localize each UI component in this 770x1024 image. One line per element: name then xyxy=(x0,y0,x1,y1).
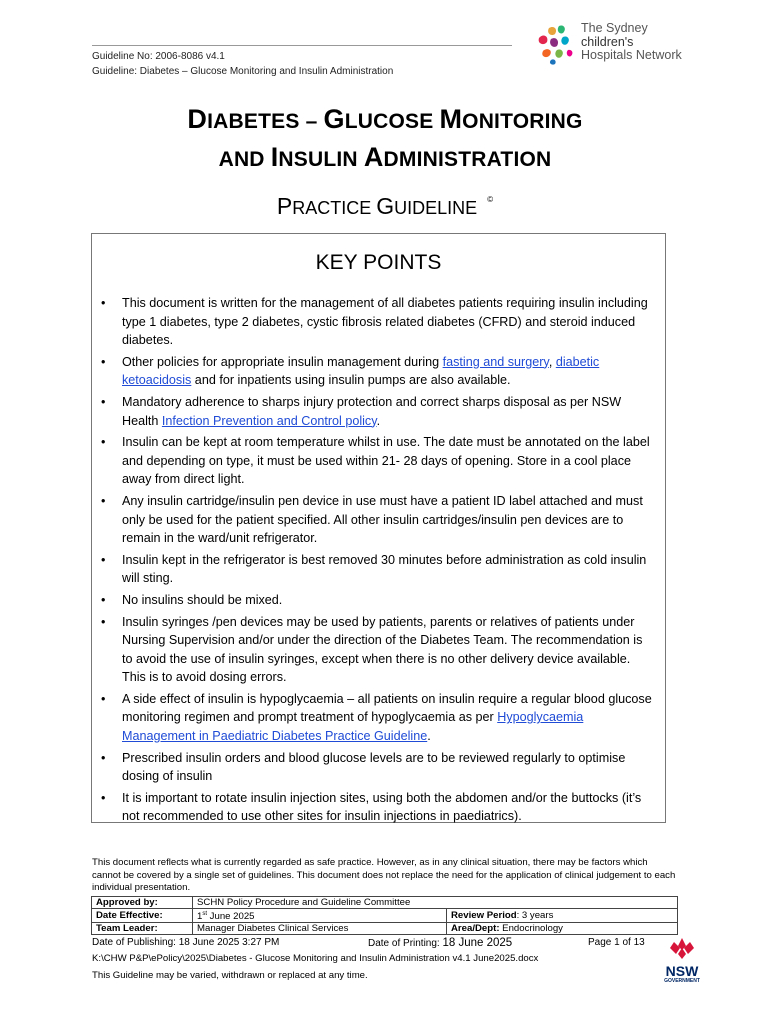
list-item: • Insulin kept in the refrigerator is best removed 30 minutes before administration as cold insulin will sting. xyxy=(101,552,647,586)
effective-value: 1st June 2025 xyxy=(193,909,447,923)
list-item: • This document is written for the management of all diabetes patients requiring insulin including type 1 diabetes, type 2 diabetes, cystic fibrosis related diabetes (CFRD) and steroid induced diabetes. xyxy=(101,296,648,348)
effective-label: Date Effective: xyxy=(92,909,193,923)
header-divider xyxy=(92,45,512,46)
list-item: • Insulin can be kept at room temperature whilst in use. The date must be annotated on the label and depending on type, it must be used within 21- 28 days of opening. Store in a cool place away from direct light. xyxy=(101,435,650,487)
varied-notice: This Guideline may be varied, withdrawn or replaced at any time. xyxy=(92,970,368,981)
list-item: • Insulin syringes /pen devices may be used by patients, parents or relatives of patients under Nursing Supervision and/or under the direction of the Diabetes Team. The recommendation is to avoid the use of insulin syringes, except when there is no other delivery device available. This is to avoid dosing errors. xyxy=(101,614,643,685)
document-subtitle: PRACTICE GUIDELINE © xyxy=(276,193,494,219)
list-item: • Mandatory adherence to sharps injury protection and correct sharps disposal as per NSW Health Infection Prevention and Control policy. xyxy=(101,394,622,428)
list-item: • No insulins should be mixed. xyxy=(101,592,283,607)
list-item: • It is important to rotate insulin injection sites, using both the abdomen and/or the buttocks (it’s not recommended to use other sites for insulin injections in paediatrics). xyxy=(101,790,642,824)
logo-line-1: The Sydney xyxy=(581,21,648,35)
document-metadata-table xyxy=(91,896,678,935)
date-of-publishing: Date of Publishing: 18 June 2025 3:27 PM xyxy=(92,937,280,948)
guideline-name: Guideline: Diabetes – Glucose Monitoring and Insulin Administration xyxy=(92,66,394,77)
team-leader-value: Manager Diabetes Clinical Services xyxy=(193,923,447,935)
logo-line-2: children's xyxy=(581,34,634,49)
team-leader-label: Team Leader: xyxy=(92,923,193,935)
hypoglycaemia-guideline-link[interactable]: Hypoglycaemia Management in Paediatric Diabetes Practice Guideline xyxy=(122,710,584,744)
page-number: Page 1 of 13 xyxy=(588,937,645,948)
nsw-text: NSW xyxy=(665,963,699,979)
logo-line-3: Hospitals Network xyxy=(581,48,682,62)
key-points-box xyxy=(91,233,666,823)
file-path: K:\CHW P&P\ePolicy\2025\Diabetes - Glucose Monitoring and Insulin Administration v4.1 June2025.docx xyxy=(92,953,539,964)
approved-value: SCHN Policy Procedure and Guideline Committee xyxy=(193,897,678,909)
waratah-icon xyxy=(660,936,704,960)
date-of-printing: Date of Printing: 18 June 2025 xyxy=(368,937,513,949)
diabetic-ketoacidosis-link[interactable]: diabetic ketoacidosis xyxy=(122,354,600,388)
document-title-line-1: DIABETES – GLUCOSE MONITORING xyxy=(187,104,583,134)
schn-logo xyxy=(535,22,685,70)
key-points-list xyxy=(92,294,662,829)
list-item: • Other policies for appropriate insulin management during fasting and surgery, diabetic ketoacidosis and for inpatients using insulin pumps are also available. xyxy=(101,354,600,388)
guideline-number: Guideline No: 2006-8086 v4.1 xyxy=(92,51,225,62)
document-title-line-2: AND INSULIN ADMINISTRATION xyxy=(218,142,552,172)
schn-logo-icon xyxy=(535,22,581,68)
nsw-government-logo xyxy=(660,936,704,982)
list-item: • Any insulin cartridge/insulin pen device in use must have a patient ID label attached and must only be used for the patient specified. All other insulin cartridges/insulin pen devices are to remain in the ward/unit refrigerator. xyxy=(101,493,643,546)
copyright-mark: © xyxy=(487,195,494,204)
approved-label: Approved by: xyxy=(92,897,193,909)
fasting-surgery-link[interactable]: fasting and surgery xyxy=(442,354,549,369)
list-item: • Prescribed insulin orders and blood glucose levels are to be reviewed regularly to optimise dosing of insulin xyxy=(101,750,626,784)
list-item: • A side effect of insulin is hypoglycaemia – all patients on insulin require a regular blood glucose monitoring regimen and prompt treatment of hypoglycaemia as per Hypoglycaemia Management in Paediatric Diabetes Practice Guideline. xyxy=(101,691,652,744)
disclaimer: This document reflects what is currently regarded as safe practice. However, as in any clinical situation, there may be factors which cannot be covered by a single set of guidelines. This document does not replace the need for the application of clinical judgement to each individual presentation. xyxy=(92,857,676,893)
infection-control-link[interactable]: Infection Prevention and Control policy xyxy=(161,413,377,428)
nsw-government-text: GOVERNMENT xyxy=(664,978,700,984)
key-points-title: KEY POINTS xyxy=(315,251,442,274)
area-dept: Area/Dept: Endocrinology xyxy=(447,923,678,935)
review-period: Review Period: 3 years xyxy=(447,909,678,923)
